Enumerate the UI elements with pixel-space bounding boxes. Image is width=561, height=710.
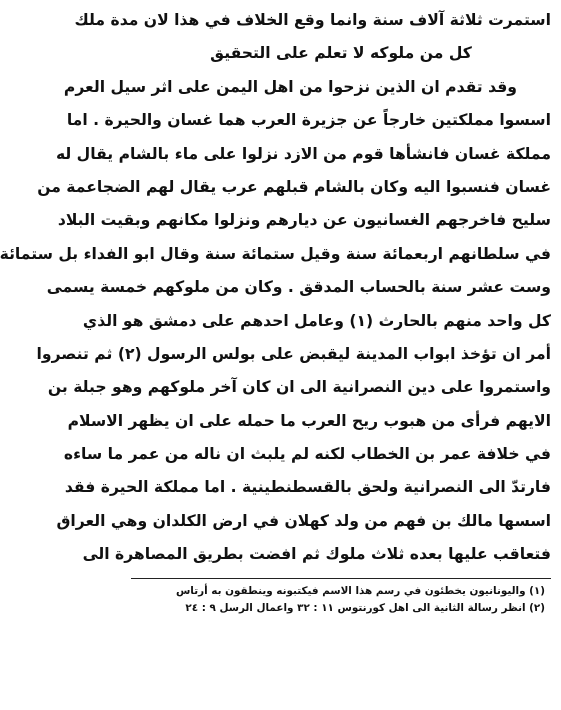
text-line-1: استمرت ثلاثة آلاف سنة وانما وقع الخلاف في هذا لان مدة ملك (74, 11, 551, 29)
footnote-divider (131, 578, 551, 579)
text-line-7: سليح فاخرجهم الغسانيون عن ديارهم ونزلوا مكانهم وبقيت البلاد (57, 211, 551, 230)
text-line-3: وقد تقدم ان الذين نزحوا من اهل اليمن على اثر سيل العرم (63, 77, 517, 96)
text-line-16: اسسها مالك بن فهم من ولد كهلان في ارض الكلدان وهي العراق (56, 511, 551, 530)
body-text (0, 4, 551, 572)
text-line-4: اسسوا مملكتين خارجاً عن جزيرة العرب هما غسان والحيرة . اما (66, 111, 551, 130)
text-line-9: وست عشر سنة بالحساب المدقق . وكان من ملوكهم خمسة يسمى (46, 278, 551, 297)
text-line-10: كل واحد منهم بالحارث (١) وعامل احدهم على دمشق هو الذي (82, 311, 551, 330)
text-line-6: غسان فنسبوا اليه وكان بالشام قبلهم عرب يقال لهم الضجاعمة من (37, 177, 551, 196)
text-line-14: في خلافة عمر بن الخطاب لكنه لم يلبث ان ناله من عمر ما ساءه (63, 445, 551, 464)
footnote-2: (٢) انظر رسالة الثانية الى اهل كورنتوس ١١ : ٣٢ واعمال الرسل ٩ : ٢٤ (185, 601, 545, 614)
text-line-12: واستمروا على دين النصرانية الى ان كان آخر ملوكهم وهو جبلة بن (47, 378, 551, 397)
text-line-11: أمر ان تؤخذ ابواب المدينة ليقبض على بولس الرسول (٢) ثم تنصروا (36, 344, 551, 363)
text-line-13: الايهم فرأى من هبوب ريح العرب ما حمله على ان يظهر الاسلام (67, 411, 551, 430)
text-line-15: فارتدّ الى النصرانية ولحق بالقسطنطينية . اما مملكة الحيرة فقد (64, 478, 551, 497)
footnotes (131, 583, 551, 617)
text-line-17: فتعاقب عليها بعده ثلاث ملوك ثم افضت بطريق المصاهرة الى (82, 545, 551, 564)
text-line-2: كل من ملوكه لا تعلم على التحقيق (210, 44, 472, 63)
text-line-5: مملكة غسان فانشأها قوم من الازد نزلوا على ماء بالشام يقال له (55, 144, 551, 163)
text-line-8: في سلطانهم اربعمائة سنة وقيل ستمائة سنة وقال ابو الفداء بل ستمائة (0, 244, 551, 263)
footnote-1: (١) واليونانيون يخطئون في رسم هذا الاسم فيكتبونه وينطقون به أرتاس (175, 584, 545, 597)
